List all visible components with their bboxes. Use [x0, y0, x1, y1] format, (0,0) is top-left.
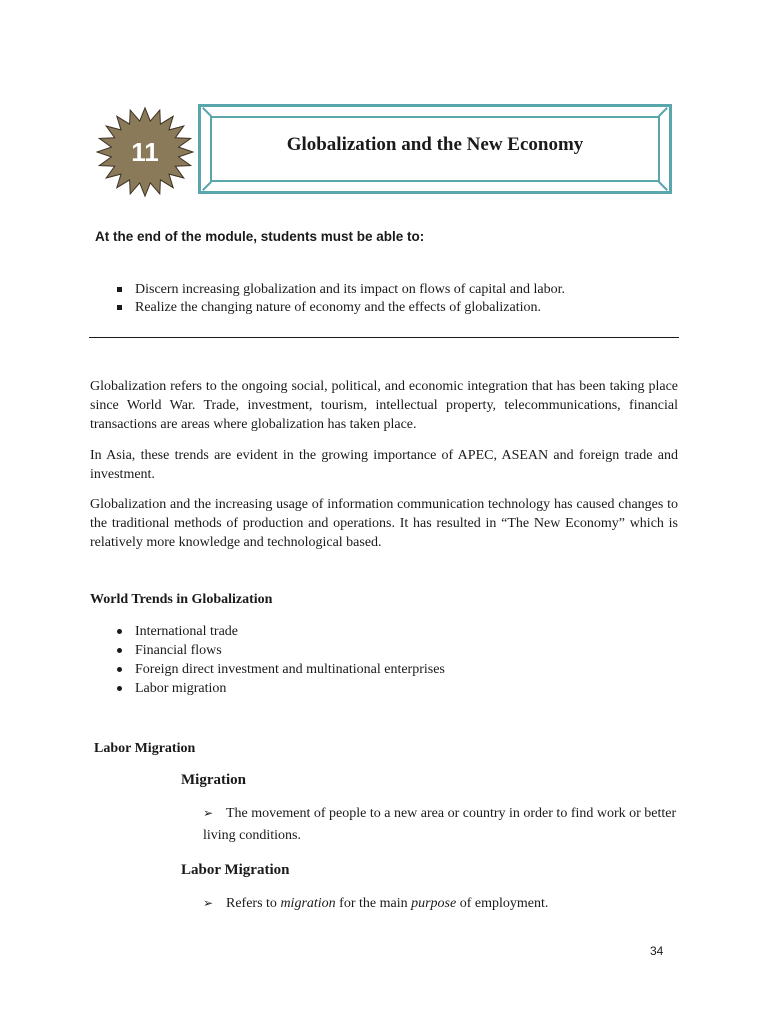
labor-migration-definition: ➢ Refers to migration for the main purpose of employment. [203, 892, 681, 915]
arrow-bullet-icon: ➢ [203, 806, 214, 820]
bullet-icon [117, 667, 122, 672]
module-number: 11 [131, 137, 159, 167]
objectives-heading: At the end of the module, students must be able to: [95, 229, 425, 244]
labor-migration-section-heading: Labor Migration [94, 741, 196, 756]
section-divider [89, 337, 679, 338]
paragraph: Globalization and the increasing usage of information communication technology has caused changes to the traditional methods of production and operations. It has resulted in “The New Economy” which is relatively more knowledge and technological based. [90, 497, 678, 550]
arrow-bullet-icon: ➢ [203, 896, 214, 910]
paragraph: Globalization refers to the ongoing social, political, and economic integration that has been taking place since World War. Trade, investment, tourism, intellectual property, telecommunications, financial transactions are areas where globalization has taken place. [90, 379, 678, 432]
module-number-badge [88, 104, 208, 200]
objectives-list [117, 281, 565, 317]
bullet-icon [117, 686, 122, 691]
bullet-icon [117, 648, 122, 653]
page-number: 34 [650, 944, 664, 958]
migration-heading: Migration [181, 772, 246, 788]
labor-migration-heading: Labor Migration [181, 862, 290, 878]
list-item: Realize the changing nature of economy and the effects of globalization. [117, 299, 565, 317]
title-frame [198, 104, 672, 194]
square-bullet-icon [117, 305, 122, 310]
list-item: Foreign direct investment and multinational enterprises [117, 660, 445, 679]
list-item: Labor migration [117, 679, 445, 698]
square-bullet-icon [117, 287, 122, 292]
world-trends-list [117, 622, 445, 698]
list-item: Discern increasing globalization and its impact on flows of capital and labor. [117, 281, 565, 299]
module-title: Globalization and the New Economy [286, 134, 584, 155]
paragraph: In Asia, these trends are evident in the growing importance of APEC, ASEAN and foreign trade and investment. [90, 448, 678, 482]
world-trends-heading: World Trends in Globalization [90, 592, 273, 607]
list-item: Financial flows [117, 641, 445, 660]
list-item: International trade [117, 622, 445, 641]
bullet-icon [117, 629, 122, 634]
migration-definition: ➢ The movement of people to a new area or country in order to find work or better living conditions. [203, 802, 681, 847]
